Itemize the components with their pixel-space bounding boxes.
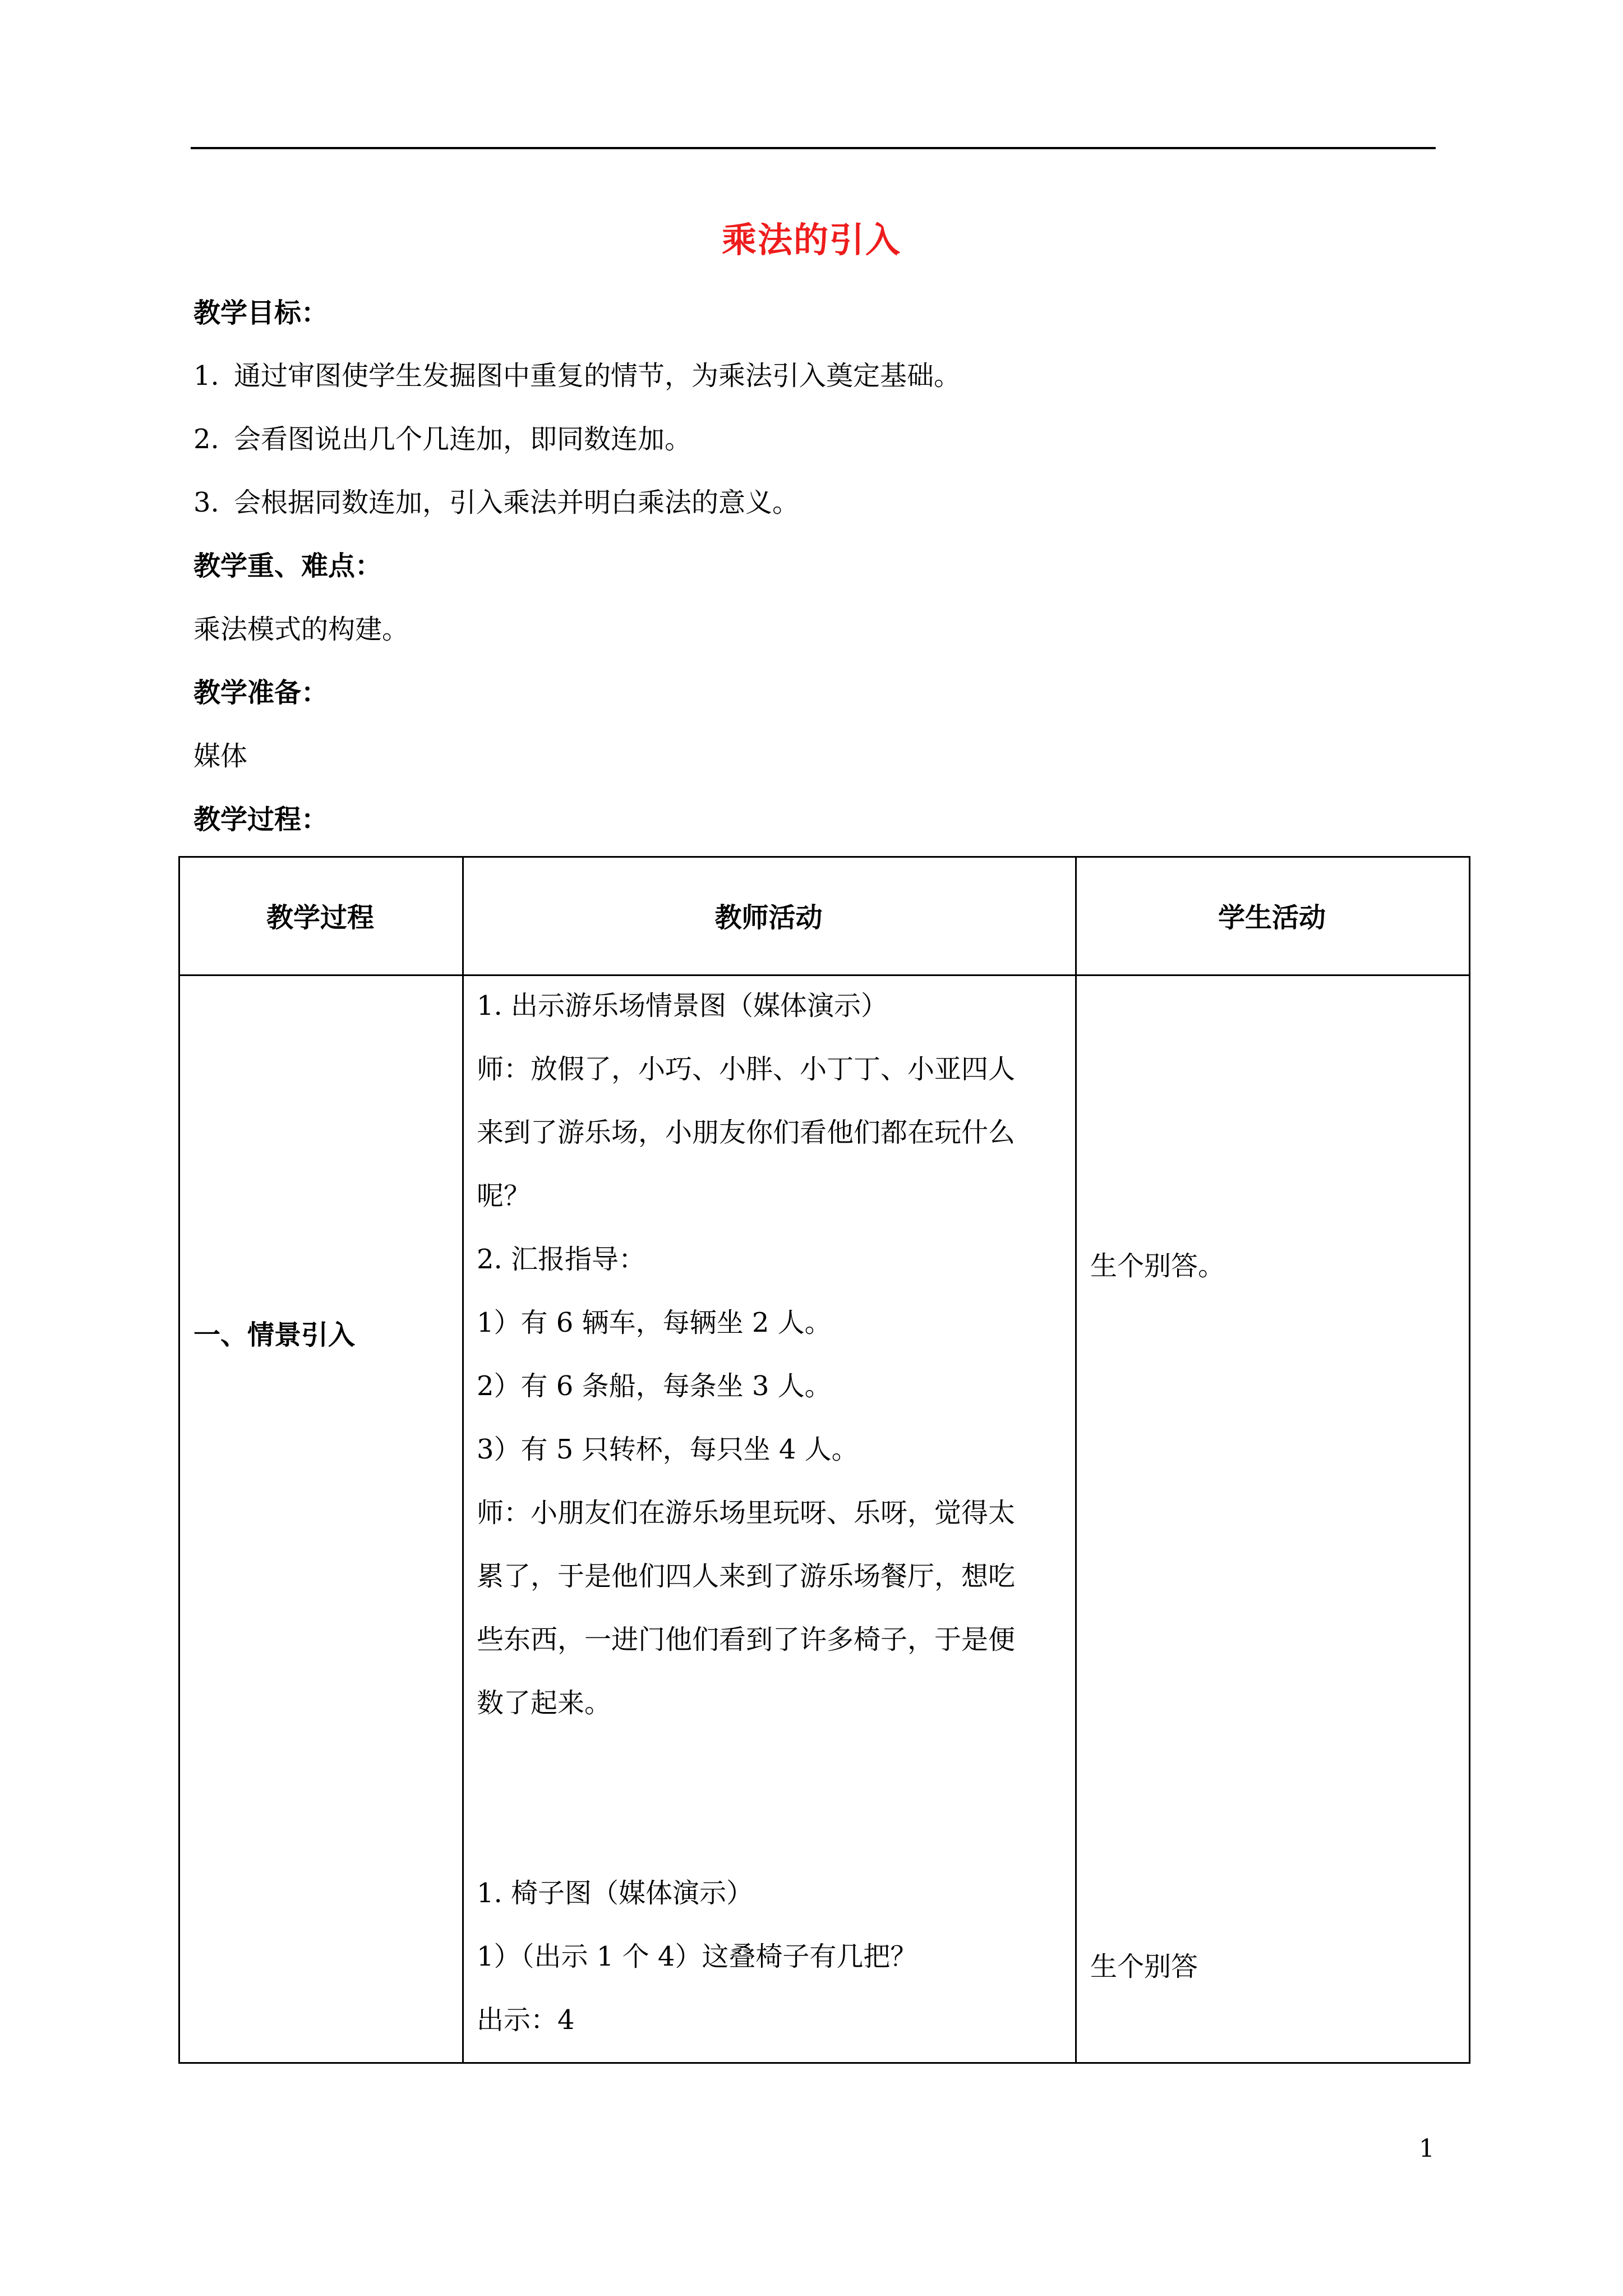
goals-heading: 教学目标： <box>193 297 329 329</box>
student-response: 生个别答。 <box>1090 1250 1225 1282</box>
teacher-line: 1. 出示游乐场情景图（媒体演示） <box>477 990 888 1022</box>
teacher-line: 些东西，一进门他们看到了许多椅子，于是便 <box>477 1624 1016 1655</box>
process-table <box>178 856 1470 2064</box>
goal-number: 3. <box>193 487 219 518</box>
teacher-line: 1）（出示 1 个 4）这叠椅子有几把？ <box>477 1941 917 1972</box>
table-header-stage: 教学过程 <box>266 902 374 933</box>
teacher-line: 师：小朋友们在游乐场里玩呀、乐呀，觉得太 <box>477 1497 1016 1529</box>
teacher-line: 3）有 5 只转杯，每只坐 4 人。 <box>477 1434 859 1465</box>
table-divider-1 <box>462 856 464 2064</box>
teacher-line: 1）有 6 辆车，每辆坐 2 人。 <box>477 1307 832 1338</box>
key-points-text: 乘法模式的构建。 <box>193 614 409 645</box>
stage-label: 一、情景引入 <box>193 1319 356 1351</box>
teacher-line: 师：放假了，小巧、小胖、小丁丁、小亚四人 <box>477 1053 1016 1085</box>
student-response: 生个别答 <box>1090 1951 1198 1982</box>
goal-text: 会看图说出几个几连加，即同数连加。 <box>234 424 692 455</box>
document-title: 乘法的引入 <box>721 219 901 260</box>
teacher-line: 2）有 6 条船，每条坐 3 人。 <box>477 1370 832 1402</box>
goal-text: 会根据同数连加，引入乘法并明白乘法的意义。 <box>234 487 800 518</box>
table-divider-2 <box>1075 856 1077 2064</box>
teacher-line: 1. 椅子图（媒体演示） <box>477 1878 754 1909</box>
table-border-right <box>1469 856 1470 2064</box>
preparation-heading: 教学准备： <box>193 677 329 708</box>
key-points-heading: 教学重、难点： <box>193 550 382 582</box>
table-header-student: 学生活动 <box>1218 902 1326 933</box>
goal-item-2 <box>193 422 691 456</box>
teacher-line: 2. 汇报指导： <box>477 1244 646 1275</box>
preparation-text: 媒体 <box>193 740 248 772</box>
page-number: 1 <box>1419 2134 1435 2163</box>
teacher-line: 累了，于是他们四人来到了游乐场餐厅，想吃 <box>477 1561 1016 1592</box>
teacher-line: 呢？ <box>477 1180 531 1212</box>
table-border-bottom <box>178 2062 1470 2064</box>
goal-text: 通过审图使学生发掘图中重复的情节，为乘法引入奠定基础。 <box>234 360 961 392</box>
table-header-teacher: 教师活动 <box>714 902 823 933</box>
header-rule <box>191 147 1436 149</box>
goal-item-3 <box>193 486 799 519</box>
table-header-rule <box>178 974 1470 976</box>
teacher-line: 出示：4 <box>477 2004 575 2036</box>
process-heading: 教学过程： <box>193 804 329 835</box>
table-border-left <box>178 856 180 2064</box>
goal-number: 1. <box>193 360 219 392</box>
teacher-line: 来到了游乐场，小朋友你们看他们都在玩什么 <box>477 1117 1016 1148</box>
teacher-line: 数了起来。 <box>477 1687 612 1719</box>
goal-number: 2. <box>193 424 219 455</box>
goal-item-1 <box>193 359 961 393</box>
